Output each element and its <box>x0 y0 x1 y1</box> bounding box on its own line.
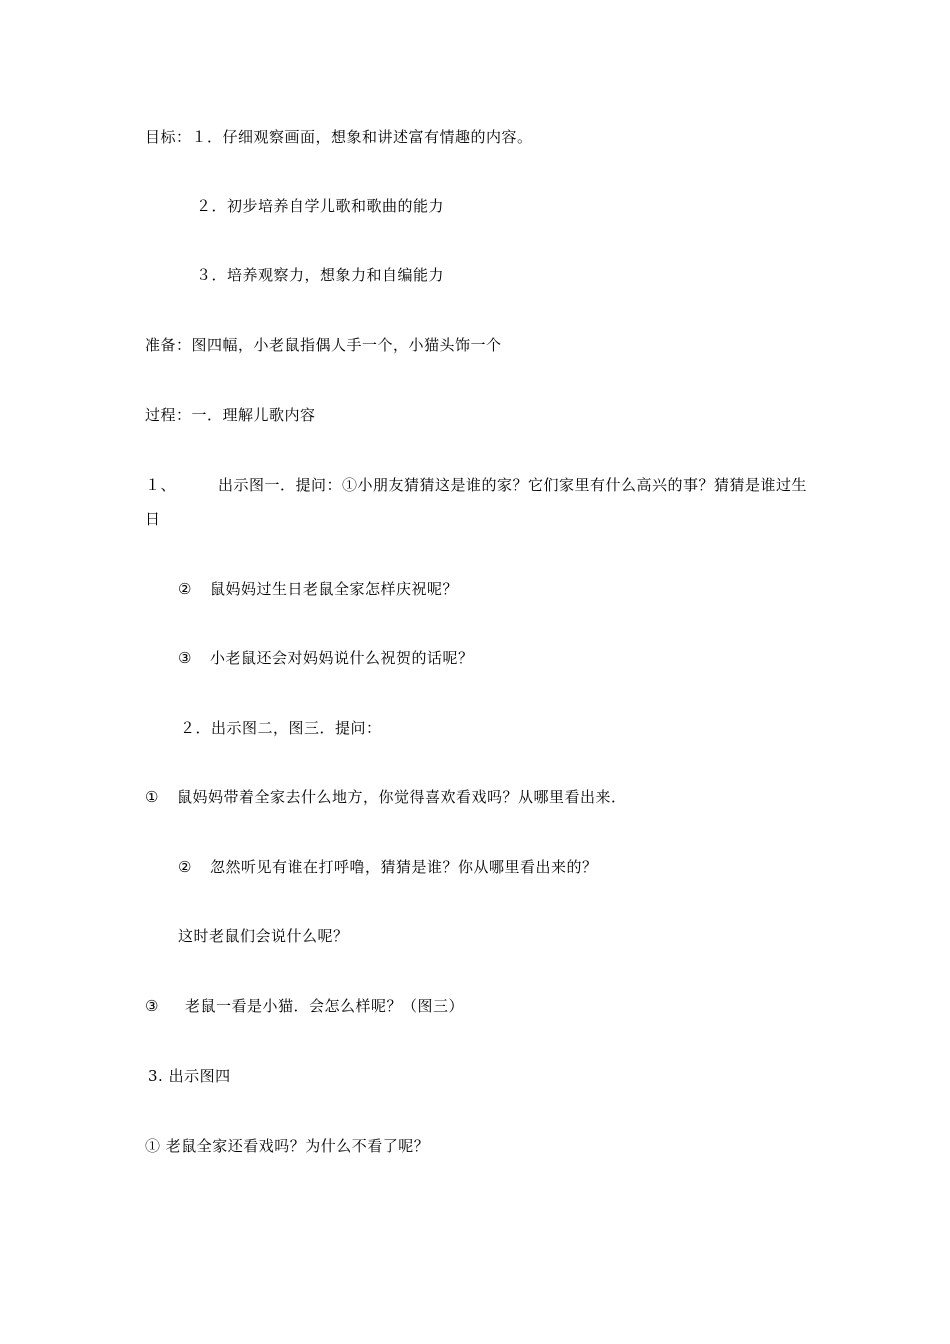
step2-question-2 <box>178 857 597 877</box>
step2-q1-mark: ① <box>145 788 159 806</box>
step2-heading: ２．出示图二，图三．提问： <box>180 719 382 737</box>
step1-q2-mark: ② <box>178 580 192 598</box>
step2-question-2-continuation: 这时老鼠们会说什么呢？ <box>178 927 349 945</box>
goal-line-1 <box>145 127 533 147</box>
goal-label: 目标： <box>145 128 192 146</box>
step1-text: 出示图一．提问：①小朋友猜猜这是谁的家？它们家里有什么高兴的事？猜猜是谁过生日 <box>145 476 808 528</box>
step1-number: １、 <box>145 476 177 494</box>
step3-question-1: ① 老鼠全家还看戏吗？为什么不看了呢？ <box>145 1137 430 1155</box>
step1-q3-text: 小老鼠还会对妈妈说什么祝贺的话呢？ <box>209 649 474 667</box>
goal-item-3: ３．培养观察力，想象力和自编能力 <box>196 266 445 284</box>
goal-item-2: ２．初步培养自学儿歌和歌曲的能力 <box>196 197 445 215</box>
goal-item-1: １．仔细观察画面，想象和讲述富有情趣的内容。 <box>191 128 533 146</box>
process-heading: 过程：一．理解儿歌内容 <box>145 406 316 424</box>
step3-heading: 3. 出示图四 <box>148 1067 231 1085</box>
step2-q3-mark: ③ <box>145 997 159 1015</box>
step2-q2-mark: ② <box>178 858 192 876</box>
step2-question-3 <box>145 996 464 1016</box>
step2-q3-text: 老鼠一看是小猫．会怎么样呢？（图三） <box>184 997 464 1015</box>
step2-q2-text: 忽然听见有谁在打呼噜，猜猜是谁？你从哪里看出来的？ <box>209 858 598 876</box>
step2-question-1 <box>145 787 626 807</box>
step1-q3-mark: ③ <box>178 649 192 667</box>
step1-paragraph <box>145 468 810 536</box>
step1-question-3 <box>178 648 473 668</box>
step1-q2-text: 鼠妈妈过生日老鼠全家怎样庆祝呢？ <box>209 580 458 598</box>
preparation-line: 准备：图四幅，小老鼠指偶人手一个，小猫头饰一个 <box>145 336 502 354</box>
step1-question-2 <box>178 579 458 599</box>
step2-q1-text: 鼠妈妈带着全家去什么地方，你觉得喜欢看戏吗？从哪里看出来． <box>176 788 627 806</box>
